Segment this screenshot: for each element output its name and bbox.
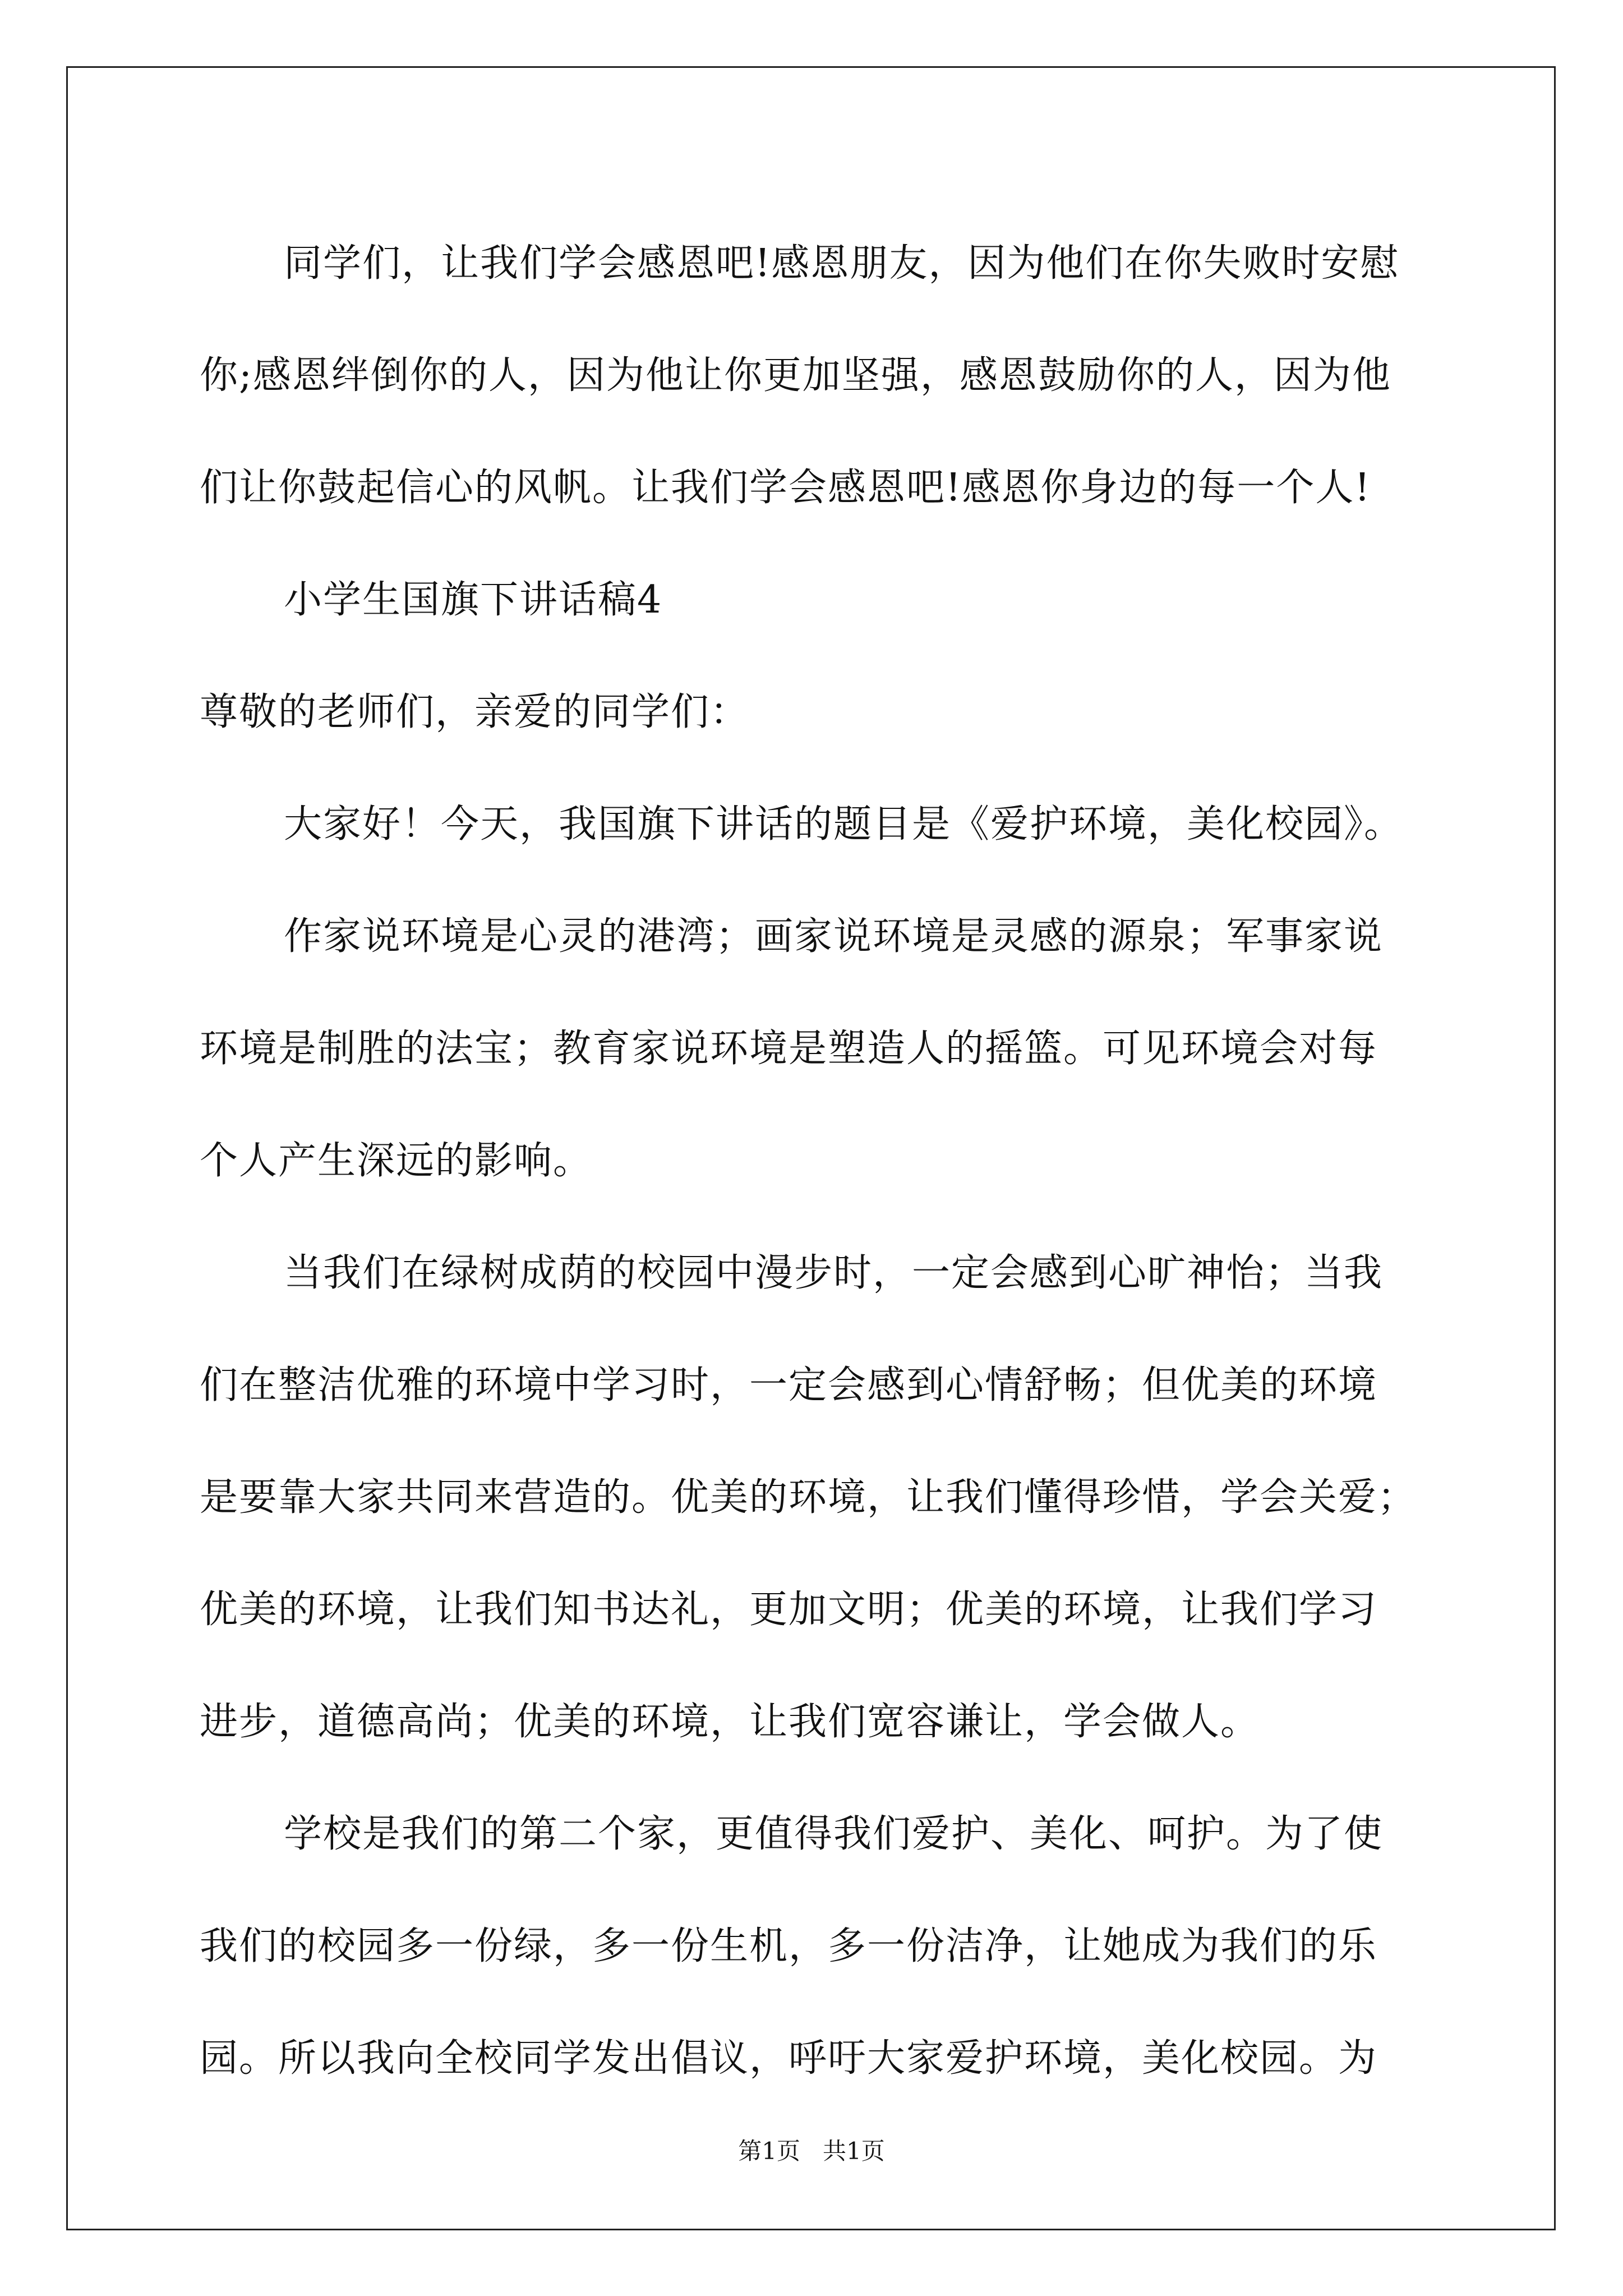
paragraph-line: 当我们在绿树成荫的校园中漫步时，一定会感到心旷神怡；当我 [284, 1251, 1384, 1295]
paragraph-line: 园。所以我向全校同学发出倡议，呼吁大家爱护环境，美化校园。为 [200, 2036, 1378, 2081]
paragraph-line: 你;感恩绊倒你的人，因为他让你更加坚强，感恩鼓励你的人，因为他 [200, 353, 1391, 398]
document-body [200, 208, 1433, 2115]
paragraph-line: 环境是制胜的法宝；教育家说环境是塑造人的摇篮。可见环境会对每 [200, 1027, 1378, 1071]
paragraph-line: 们让你鼓起信心的风帆。让我们学会感恩吧!感恩你身边的每一个人! [200, 466, 1371, 510]
paragraph-line: 进步，道德高尚；优美的环境，让我们宽容谦让，学会做人。 [200, 1700, 1260, 1744]
paragraph-line: 作家说环境是心灵的港湾；画家说环境是灵感的源泉；军事家说 [284, 914, 1384, 959]
paragraph-line: 优美的环境，让我们知书达礼，更加文明；优美的环境，让我们学习 [200, 1588, 1378, 1632]
paragraph-line: 们在整洁优雅的环境中学习时，一定会感到心情舒畅；但优美的环境 [200, 1363, 1378, 1407]
paragraph-line: 是要靠大家共同来营造的。优美的环境，让我们懂得珍惜，学会关爱； [200, 1475, 1417, 1520]
section-heading: 小学生国旗下讲话稿4 [284, 578, 663, 622]
page-total: 共1页 [823, 2137, 885, 2165]
salutation: 尊敬的老师们，亲爱的同学们： [200, 690, 750, 734]
paragraph-line: 学校是我们的第二个家，更值得我们爱护、美化、呵护。为了使 [284, 1812, 1384, 1856]
page-number: 第1页 [738, 2137, 800, 2165]
paragraph-line: 我们的校园多一份绿，多一份生机，多一份洁净，让她成为我们的乐 [200, 1924, 1378, 1968]
paragraph-line: 大家好！今天，我国旗下讲话的题目是《爱护环境，美化校园》。 [284, 802, 1404, 846]
page-footer [0, 2134, 1623, 2168]
paragraph-line: 个人产生深远的影响。 [200, 1139, 593, 1183]
paragraph-line: 同学们，让我们学会感恩吧!感恩朋友，因为他们在你失败时安慰 [284, 241, 1400, 286]
